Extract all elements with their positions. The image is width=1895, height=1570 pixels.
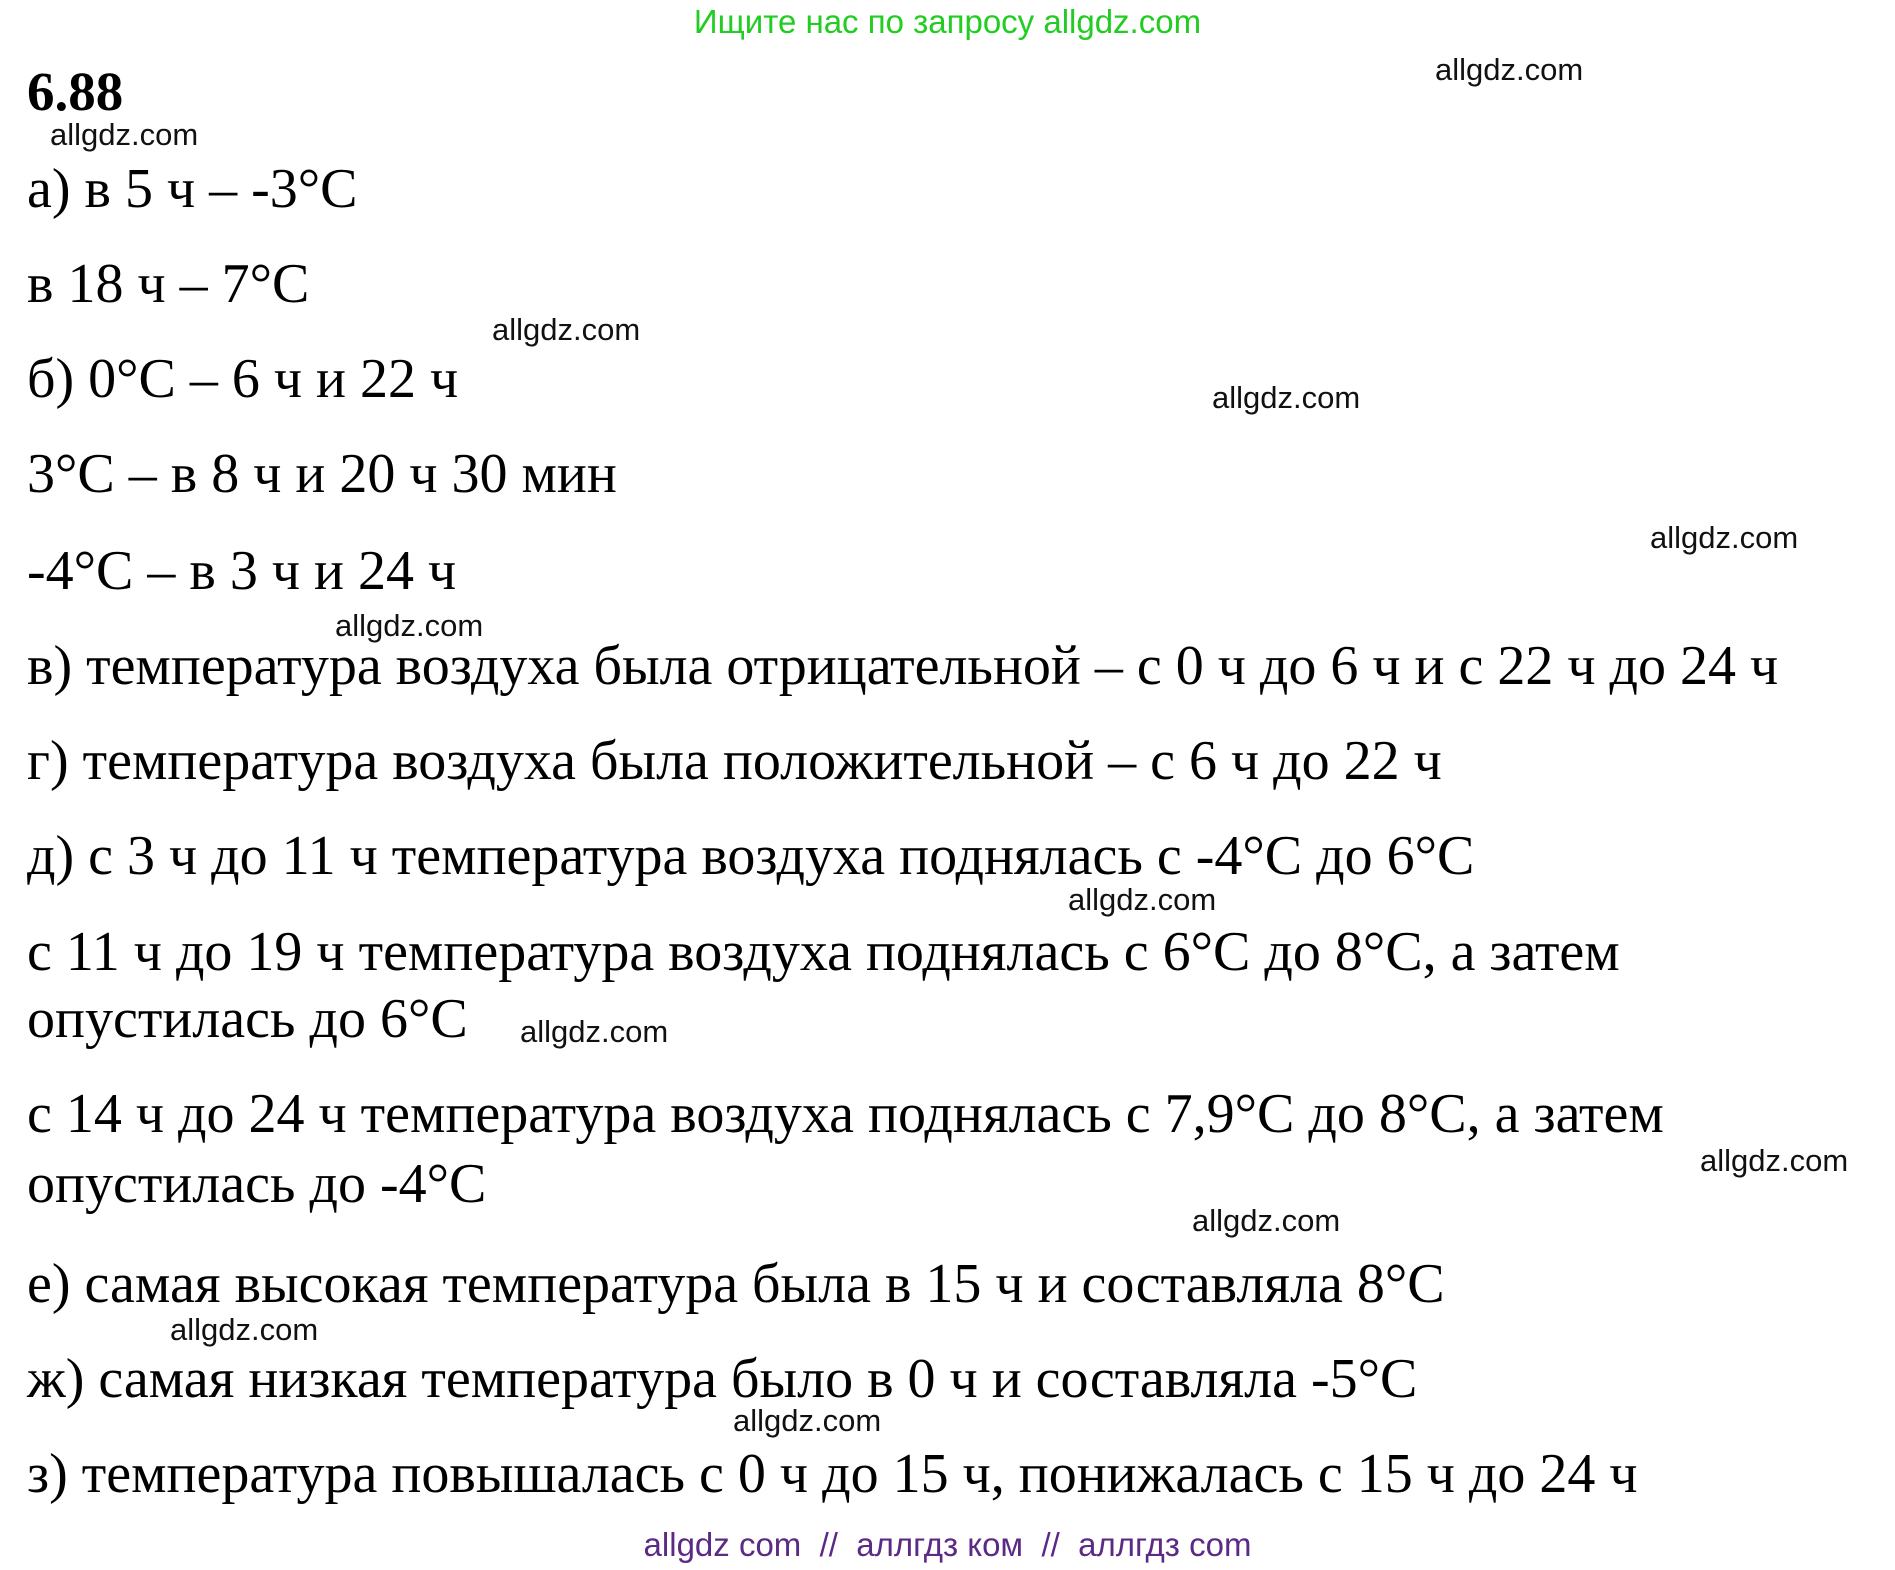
answer-line: с 14 ч до 24 ч температура воздуха поднялась с 7,9°С до 8°С, а затем	[27, 1083, 1664, 1145]
task-number: 6.88	[27, 61, 124, 122]
answer-line: д) с 3 ч до 11 ч температура воздуха поднялась с -4°С до 6°С	[27, 825, 1475, 887]
answer-line: ж) самая низкая температура было в 0 ч и составляла -5°С	[27, 1348, 1418, 1410]
watermark: allgdz.com	[1700, 1143, 1849, 1178]
watermark: allgdz.com	[520, 1014, 669, 1049]
watermark: allgdz.com	[170, 1312, 319, 1347]
watermark: allgdz.com	[733, 1403, 882, 1438]
watermark: allgdz.com	[1068, 882, 1217, 917]
footer-watermark: allgdz com // аллгдз ком // аллгдз com	[643, 1526, 1252, 1563]
watermark: allgdz.com	[1212, 380, 1361, 415]
watermark: allgdz.com	[1192, 1203, 1341, 1238]
answer-line: б) 0°С – 6 ч и 22 ч	[27, 348, 459, 410]
answer-line: в) температура воздуха была отрицательной – с 0 ч до 6 ч и с 22 ч до 24 ч	[27, 635, 1779, 697]
answer-line: -4°С – в 3 ч и 24 ч	[27, 540, 457, 602]
watermark: allgdz.com	[1435, 52, 1584, 87]
answer-line: з) температура повышалась с 0 ч до 15 ч, понижалась с 15 ч до 24 ч	[27, 1443, 1638, 1505]
answer-line: опустилась до 6°С	[27, 988, 468, 1050]
answer-line: е) самая высокая температура была в 15 ч и составляла 8°С	[27, 1253, 1445, 1315]
answer-line: в 18 ч – 7°С	[27, 253, 310, 315]
watermark: allgdz.com	[1650, 520, 1799, 555]
top-banner: Ищите нас по запросу allgdz.com	[693, 3, 1202, 40]
answer-line: г) температура воздуха была положительной – с 6 ч до 22 ч	[27, 730, 1442, 792]
watermark: allgdz.com	[335, 608, 484, 643]
answer-line: а) в 5 ч – -3°С	[27, 158, 358, 220]
answer-line: 3°С – в 8 ч и 20 ч 30 мин	[27, 443, 617, 505]
watermark: allgdz.com	[50, 117, 199, 152]
answer-line: с 11 ч до 19 ч температура воздуха поднялась с 6°С до 8°С, а затем	[27, 921, 1620, 983]
answer-line: опустилась до -4°С	[27, 1153, 487, 1215]
watermark: allgdz.com	[492, 312, 641, 347]
